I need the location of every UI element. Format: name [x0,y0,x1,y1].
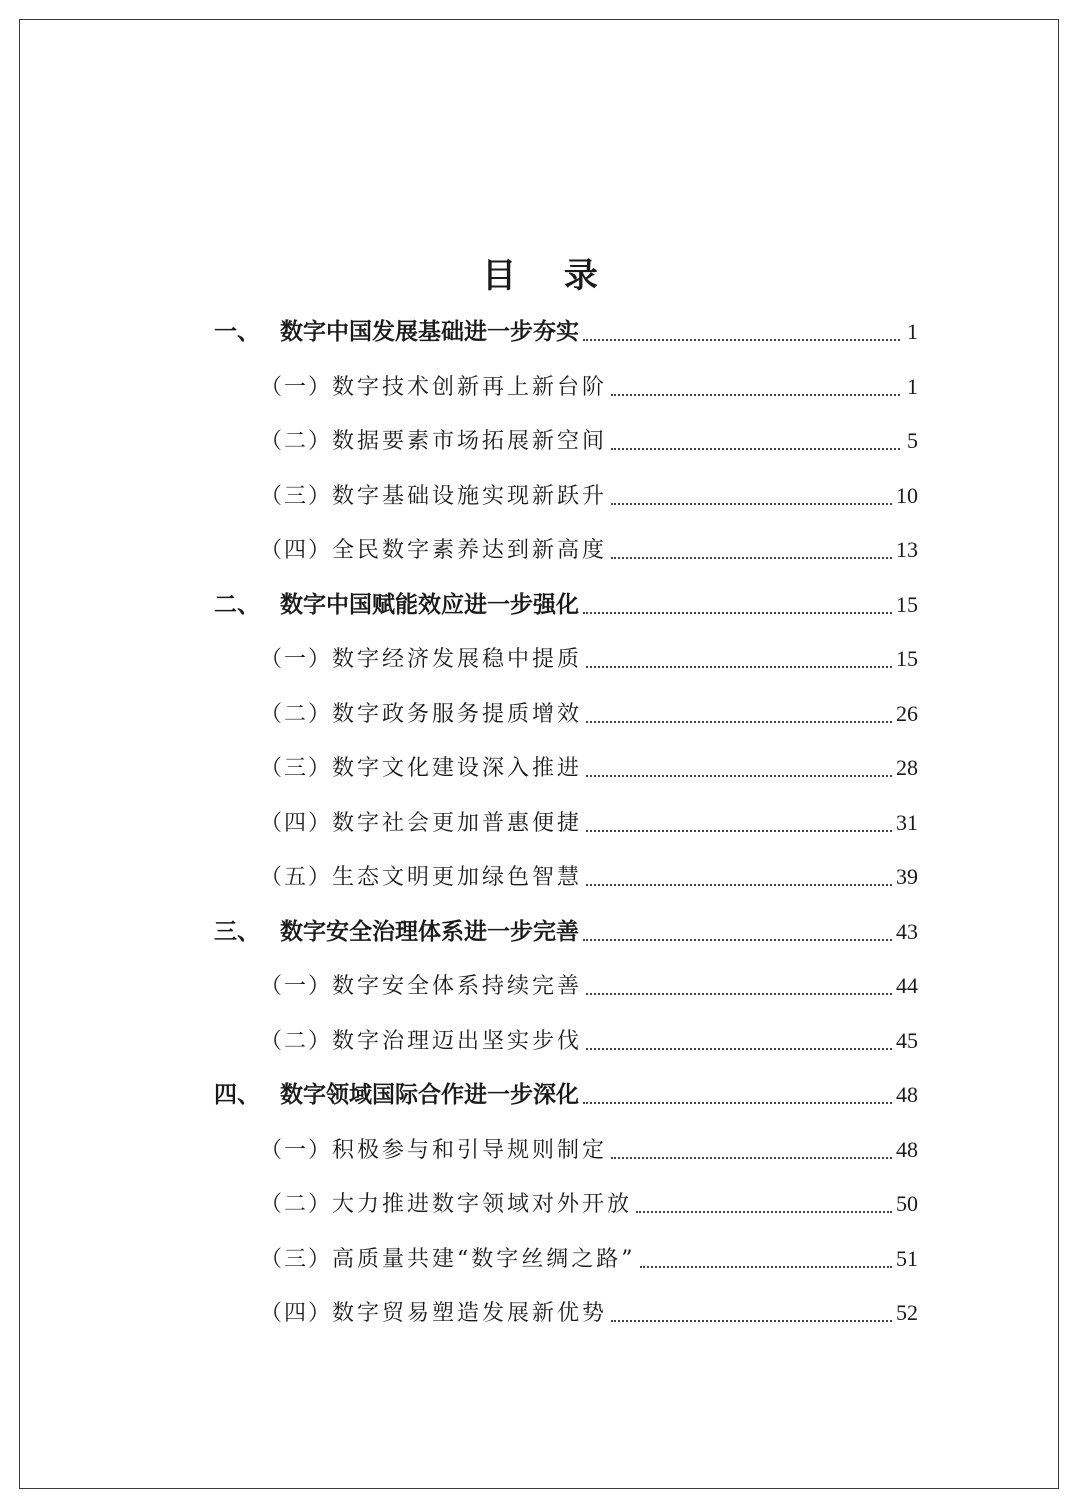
toc-section-entry[interactable] [260,748,918,788]
dot-leader [583,1075,892,1115]
dot-leader [586,748,892,788]
toc-chapter-entry[interactable] [214,912,918,952]
toc-entry-number: （三） [260,756,333,781]
toc-entry-page-number: 43 [896,918,918,944]
dot-leader [611,530,892,570]
dot-leader [611,367,900,407]
toc-entry-label: 数字安全体系持续完善 [332,974,583,999]
dot-leader [636,1184,892,1224]
dot-leader [586,966,892,1006]
toc-entry-label: 全民数字素养达到新高度 [332,538,608,563]
toc-entry-label: 数字技术创新再上新台阶 [332,374,608,400]
toc-section-entry[interactable] [260,694,918,734]
toc-entry-number: （一） [260,1137,333,1163]
toc-section-entry[interactable] [260,1021,918,1061]
toc-entry-label: 数据要素市场拓展新空间 [332,429,608,454]
toc-entry-page-number: 52 [896,1300,918,1325]
toc-entry-number: （二） [260,1028,333,1054]
toc-entry-page-number: 26 [896,700,918,726]
toc-entry-page-number: 5 [907,428,918,453]
dot-leader [611,476,892,516]
toc-entry-number: （四） [260,538,333,563]
toc-entry-label: 数字领域国际合作进一步深化 [280,1082,579,1108]
toc-entry-page-number: 28 [896,755,918,780]
dot-leader [611,1130,892,1170]
toc-entry-page-number: 48 [896,1082,918,1107]
toc-entry-page-number: 15 [896,591,918,617]
toc-entry-number: （二） [260,1192,333,1217]
toc-section-entry[interactable] [260,1130,918,1170]
toc-entry-label: 数字治理迈出坚实步伐 [332,1028,583,1054]
toc-entry-number: （二） [260,701,333,727]
toc-entry-label: 数字贸易塑造发展新优势 [332,1301,608,1326]
toc-entry-number: （三） [260,483,333,509]
toc-section-entry[interactable] [260,966,918,1006]
toc-entry-label: 高质量共建“数字丝绸之路” [332,1246,636,1272]
toc-entry-page-number: 10 [896,482,918,508]
toc-chapter-entry[interactable] [214,585,918,625]
dot-leader [611,421,900,461]
toc-entry-number: （四） [260,1301,333,1326]
toc-section-entry[interactable] [260,857,918,897]
toc-entry-page-number: 50 [896,1191,918,1216]
toc-entry-number: （五） [260,865,333,890]
toc-entry-label: 大力推进数字领域对外开放 [332,1192,633,1217]
toc-entry-page-number: 44 [896,973,918,998]
toc-section-entry[interactable] [260,1293,918,1333]
toc-entry-label: 数字安全治理体系进一步完善 [280,918,579,945]
toc-entry-label: 数字经济发展稳中提质 [332,647,583,672]
dot-leader [586,803,892,843]
toc-entry-label: 数字基础设施实现新跃升 [332,483,608,509]
toc-section-entry[interactable] [260,803,918,843]
dot-leader [640,1239,892,1279]
toc-entry-label: 积极参与和引导规则制定 [332,1137,608,1163]
toc-chapter-entry[interactable] [214,1075,918,1115]
toc-entry-page-number: 1 [907,319,918,344]
toc-entry-number: （一） [260,374,333,400]
toc-entry-number: 一、 [214,319,260,345]
dot-leader [586,694,892,734]
toc-entry-page-number: 45 [896,1027,918,1053]
toc-entry-page-number: 15 [896,646,918,671]
toc-entry-label: 数字社会更加普惠便捷 [332,810,583,836]
dot-leader [611,1293,892,1333]
toc-entry-number: （二） [260,429,333,454]
dot-leader [586,639,892,679]
toc-section-entry[interactable] [260,421,918,461]
toc-section-entry[interactable] [260,1239,918,1279]
toc-title: 目 录 [482,256,616,296]
dot-leader [586,1021,892,1061]
toc-entry-label: 数字文化建设深入推进 [332,756,583,781]
toc-section-entry[interactable] [260,530,918,570]
dot-leader [583,585,892,625]
toc-section-entry[interactable] [260,367,918,407]
toc-entry-page-number: 1 [907,373,918,399]
toc-entry-label: 数字政务服务提质增效 [332,701,583,727]
toc-entry-number: （三） [260,1246,333,1272]
toc-chapter-entry[interactable] [214,312,918,352]
toc-entry-page-number: 31 [896,809,918,835]
dot-leader [583,912,892,952]
toc-entry-number: 三、 [214,918,260,945]
toc-entry-number: （一） [260,974,333,999]
toc-entry-label: 数字中国发展基础进一步夯实 [280,319,579,345]
dot-leader [583,312,900,352]
toc-entry-page-number: 13 [896,537,918,562]
toc-entry-number: （一） [260,647,333,672]
toc-entry-page-number: 51 [896,1245,918,1271]
toc-entry-number: 二、 [214,591,260,618]
toc-entry-label: 生态文明更加绿色智慧 [332,865,583,890]
toc-section-entry[interactable] [260,476,918,516]
toc-entry-label: 数字中国赋能效应进一步强化 [280,591,579,618]
toc-entry-page-number: 48 [896,1136,918,1162]
toc-entry-number: （四） [260,810,333,836]
toc-section-entry[interactable] [260,639,918,679]
toc-section-entry[interactable] [260,1184,918,1224]
dot-leader [586,857,892,897]
toc-entry-page-number: 39 [896,864,918,889]
toc-entry-number: 四、 [214,1082,260,1108]
